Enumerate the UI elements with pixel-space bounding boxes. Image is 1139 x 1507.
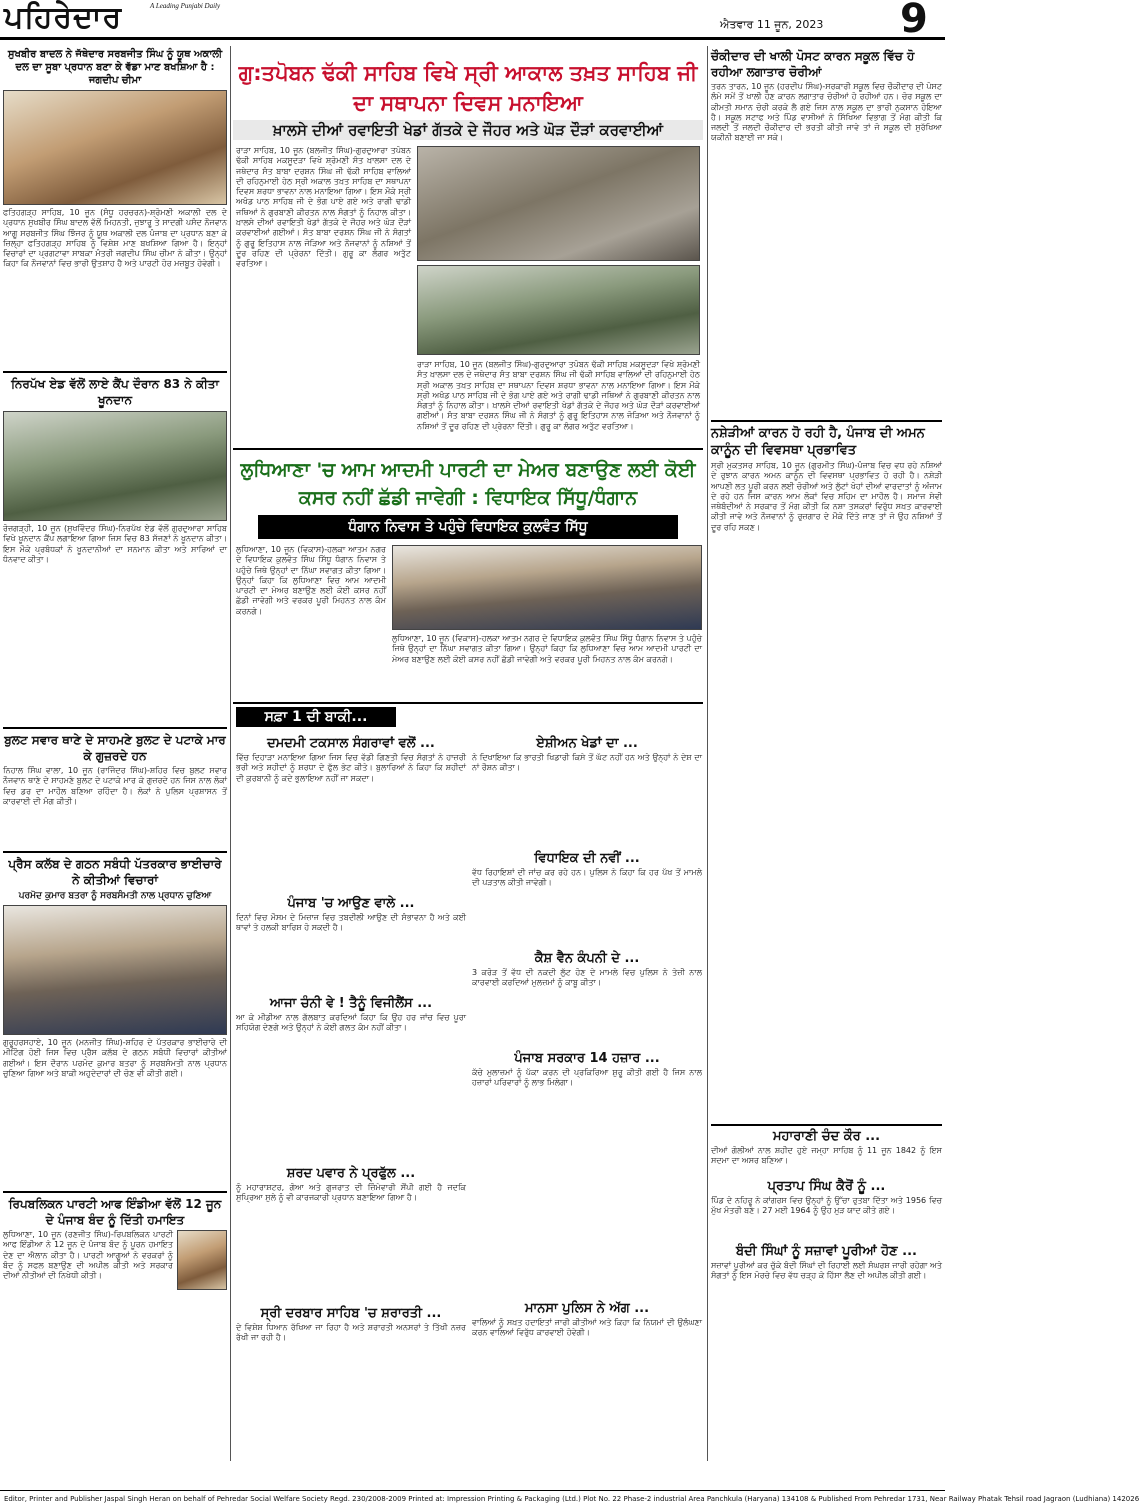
- page-number: 9: [900, 0, 928, 42]
- continued-headline: ਪ੍ਰਤਾਪ ਸਿੰਘ ਕੈਰੋਂ ਨੂੰ ...: [767, 1179, 886, 1194]
- section-divider: [233, 448, 703, 450]
- article-body: ਰੋਜ਼ਗੜ੍ਹੀ, 10 ਜੂਨ (ਸੁਖਵਿੰਦਰ ਸਿੰਘ)-ਨਿਰਪੱਖ ਏਡ ਵੱਲੋਂ ਗੁਰਦੁਆਰਾ ਸਾਹਿਬ ਵਿਖੇ ਖੂਨਦਾਨ ਕੈਂਪ ਲਗਾਇਆ ਗਿਆ ਜਿਸ ਵਿਚ 83 ਸੱਜਣਾਂ ਨੇ ਖੂਨਦਾਨ ਕੀਤਾ। ਇਸ ਮੌਕੇ ਪ੍ਰਬੰਧਕਾਂ ਨੇ ਖੂਨਦਾਨੀਆਂ ਦਾ ਸਨਮਾਨ ਕੀਤਾ ਅਤੇ ਸਾਰਿਆਂ ਦਾ ਧੰਨਵਾਦ ਕੀਤਾ।: [3, 524, 227, 564]
- article-headline: ਨਸ਼ੇੜੀਆਂ ਕਾਰਨ ਹੋ ਰਹੀ ਹੈ, ਪੰਜਾਬ ਦੀ ਅਮਨ ਕਾਨੂੰਨ ਦੀ ਵਿਵਸਥਾ ਪ੍ਰਭਾਵਿਤ: [711, 426, 925, 458]
- continued-headline: ਸ਼ਰਦ ਪਵਾਰ ਨੇ ਪ੍ਰਫੁੱਲ ...: [286, 1166, 416, 1181]
- continued-body: ਵਾਲਿਆਂ ਨੂੰ ਸਖ਼ਤ ਹਦਾਇਤਾਂ ਜਾਰੀ ਕੀਤੀਆਂ ਅਤੇ ਕਿਹਾ ਕਿ ਨਿਯਮਾਂ ਦੀ ਉਲੰਘਣਾ ਕਰਨ ਵਾਲਿਆਂ ਵਿਰੁੱਧ ਕਾਰਵਾਈ ਹੋਵੇਗੀ।: [472, 1318, 702, 1338]
- banner-headline: ਗੁ:ਤਪੋਬਨ ਢੱਕੀ ਸਾਹਿਬ ਵਿਖੇ ਸ੍ਰੀ ਆਕਾਲ ਤਖ਼ਤ ਸਾਹਿਬ ਜੀ ਦਾ ਸਥਾਪਨਾ ਦਿਵਸ ਮਨਾਇਆ: [238, 61, 698, 115]
- continued-headline: ਪੰਜਾਬ 'ਚ ਆਉਣ ਵਾਲੇ ...: [287, 896, 415, 911]
- continued-body: ਵੱਧ ਰਿਹਾਇਸ਼ਾਂ ਦੀ ਜਾਂਚ ਕਰ ਰਹੇ ਹਨ। ਪੁਲਿਸ ਨੇ ਕਿਹਾ ਕਿ ਹਰ ਪੱਖ ਤੋਂ ਮਾਮਲੇ ਦੀ ਪੜਤਾਲ ਕੀਤੀ ਜਾਵੇਗੀ।: [472, 868, 702, 888]
- continued-body: ਦੀਆਂ ਗੋਲੀਆਂ ਨਾਲ ਸ਼ਹੀਦ ਹੁਏ ਜਮ੍ਹਾ ਸਾਹਿਬ ਨੂੰ 11 ਜੂਨ 1842 ਨੂੰ ਇਸ ਸਦਮਾ ਦਾ ਅਸਰ ਬਣਿਆ।: [711, 1146, 942, 1166]
- article-divider: [3, 371, 227, 373]
- continued-headline: ਕੈਸ਼ ਵੈਨ ਕੰਪਨੀ ਦੇ ...: [534, 951, 640, 966]
- continued-headline: ਮਾਨਸਾ ਪੁਲਿਸ ਨੇ ਅੱਗ ...: [524, 1301, 650, 1316]
- article-headline: ਸੁਖਬੀਰ ਬਾਦਲ ਨੇ ਜੱਥੇਦਾਰ ਸਰਬਜੀਤ ਸਿੰਘ ਨੂੰ ਯੂਥ ਅਕਾਲੀ ਦਲ ਦਾ ਸੂਬਾ ਪ੍ਰਧਾਨ ਬਣਾ ਕੇ ਵੱਡਾ ਮਾਣ ਬਖਸ਼ਿਆ ਹੈ : ਜਗਦੀਪ ਚੀਮਾ: [7, 49, 223, 86]
- article-body: ਲੁਧਿਆਣਾ, 10 ਜੂਨ (ਵਿਕਾਸ)-ਹਲਕਾ ਆਤਮ ਨਗਰ ਦੇ ਵਿਧਾਇਕ ਕੁਲਵੰਤ ਸਿੰਘ ਸਿੱਧੂ ਧੰਗਾਨ ਨਿਵਾਸ ਤੇ ਪਹੁੰਚੇ ਜਿਥੇ ਉਨ੍ਹਾਂ ਦਾ ਨਿੱਘਾ ਸਵਾਗਤ ਕੀਤਾ ਗਿਆ। ਉਨ੍ਹਾਂ ਕਿਹਾ ਕਿ ਲੁਧਿਆਣਾ ਵਿਚ ਆਮ ਆਦਮੀ ਪਾਰਟੀ ਦਾ ਮੇਅਰ ਬਣਾਉਣ ਲਈ ਕੋਈ ਕਸਰ ਨਹੀਂ ਛੱਡੀ ਜਾਵੇਗੀ ਅਤੇ ਵਰਕਰ ਪੂਰੀ ਮਿਹਨਤ ਨਾਲ ਕੰਮ ਕਰਨਗੇ।: [236, 545, 386, 616]
- article-headline: ਲੁਧਿਆਣਾ 'ਚ ਆਮ ਆਦਮੀ ਪਾਰਟੀ ਦਾ ਮੇਅਰ ਬਣਾਉਣ ਲਈ ਕੋਈ ਕਸਰ ਨਹੀਂ ਛੱਡੀ ਜਾਵੇਗੀ : ਵਿਧਾਇਕ ਸਿੱਧੂ/ਧੰਗਾਨ: [240, 459, 696, 509]
- article-body-continued: ਲੁਧਿਆਣਾ, 10 ਜੂਨ (ਵਿਕਾਸ)-ਹਲਕਾ ਆਤਮ ਨਗਰ ਦੇ ਵਿਧਾਇਕ ਕੁਲਵੰਤ ਸਿੰਘ ਸਿੱਧੂ ਧੰਗਾਨ ਨਿਵਾਸ ਤੇ ਪਹੁੰਚੇ ਜਿਥੇ ਉਨ੍ਹਾਂ ਦਾ ਨਿੱਘਾ ਸਵਾਗਤ ਕੀਤਾ ਗਿਆ। ਉਨ੍ਹਾਂ ਕਿਹਾ ਕਿ ਲੁਧਿਆਣਾ ਵਿਚ ਆਮ ਆਦਮੀ ਪਾਰਟੀ ਦਾ ਮੇਅਰ ਬਣਾਉਣ ਲਈ ਕੋਈ ਕਸਰ ਨਹੀਂ ਛੱਡੀ ਜਾਵੇਗੀ ਅਤੇ ਵਰਕਰ ਪੂਰੀ ਮਿਹਨਤ ਨਾਲ ਕੰਮ ਕਰਨਗੇ।: [392, 634, 702, 664]
- masthead: [0, 0, 945, 40]
- continued-body: ਵਿੱਚ ਦਿਹਾੜਾ ਮਨਾਇਆ ਗਿਆ ਜਿਸ ਵਿਚ ਵੱਡੀ ਗਿਣਤੀ ਵਿਚ ਸੰਗਤਾਂ ਨੇ ਹਾਜ਼ਰੀ ਭਰੀ ਅਤੇ ਸ਼ਹੀਦਾਂ ਨੂੰ ਸ਼ਰਧਾ ਦੇ ਫੁੱਲ ਭੇਟ ਕੀਤੇ। ਬੁਲਾਰਿਆਂ ਨੇ ਕਿਹਾ ਕਿ ਸ਼ਹੀਦਾਂ ਦੀ ਕੁਰਬਾਨੀ ਨੂੰ ਕਦੇ ਭੁਲਾਇਆ ਨਹੀਂ ਜਾ ਸਕਦਾ।: [236, 753, 466, 783]
- continued-body: ਸਜ਼ਾਵਾਂ ਪੂਰੀਆਂ ਕਰ ਚੁੱਕੇ ਬੰਦੀ ਸਿੰਘਾਂ ਦੀ ਰਿਹਾਈ ਲਈ ਸੰਘਰਸ਼ ਜਾਰੀ ਰਹੇਗਾ ਅਤੇ ਸੰਗਤਾਂ ਨੂੰ ਇਸ ਮੋਰਚੇ ਵਿਚ ਵੱਧ ਚੜ੍ਹ ਕੇ ਹਿੱਸਾ ਲੈਣ ਦੀ ਅਪੀਲ ਕੀਤੀ ਗਈ।: [711, 1261, 942, 1281]
- issue-date: ਐਤਵਾਰ 11 ਜੂਨ, 2023: [720, 18, 824, 31]
- left-column: [3, 46, 227, 1486]
- article-subheadline: ਪਰਮੋਦ ਕੁਮਾਰ ਬਤਰਾ ਨੂੰ ਸਰਬਸੰਮਤੀ ਨਾਲ ਪ੍ਰਧਾਨ ਚੁਣਿਆ: [18, 891, 212, 901]
- article-body: ਫਤਿਹਗੜ੍ਹ ਸਾਹਿਬ, 10 ਜੂਨ (ਸੰਧੂ ਹਰਚਰਨ)-ਸ਼੍ਰੋਮਣੀ ਅਕਾਲੀ ਦਲ ਦੇ ਪ੍ਰਧਾਨ ਸੁਖਬੀਰ ਸਿੰਘ ਬਾਦਲ ਵੱਲੋਂ ਮਿਹਨਤੀ, ਜੁਝਾਰੂ ਤੇ ਸਾਦਗੀ ਪਸੰਦ ਨੌਜਵਾਨ ਆਗੂ ਸਰਬਜੀਤ ਸਿੰਘ ਝਿੰਜਰ ਨੂੰ ਯੂਥ ਅਕਾਲੀ ਦਲ ਪੰਜਾਬ ਦਾ ਪ੍ਰਧਾਨ ਬਣਾ ਕੇ ਜ਼ਿਲ੍ਹਾ ਫਤਿਹਗੜ੍ਹ ਸਾਹਿਬ ਨੂੰ ਵਿਸ਼ੇਸ਼ ਮਾਣ ਬਖਸ਼ਿਆ ਗਿਆ ਹੈ। ਇਨ੍ਹਾਂ ਵਿਚਾਰਾਂ ਦਾ ਪ੍ਰਗਟਾਵਾ ਸਾਬਕਾ ਮੰਤਰੀ ਜਗਦੀਪ ਸਿੰਘ ਚੀਮਾ ਨੇ ਕੀਤਾ। ਉਨ੍ਹਾਂ ਕਿਹਾ ਕਿ ਨੌਜਵਾਨਾਂ ਵਿਚ ਭਾਰੀ ਉਤਸ਼ਾਹ ਹੈ ਅਤੇ ਪਾਰਟੀ ਹੋਰ ਮਜ਼ਬੂਤ ਹੋਵੇਗੀ।: [3, 208, 227, 269]
- article-photo: [3, 411, 227, 521]
- article-body: ਰਾੜਾ ਸਾਹਿਬ, 10 ਜੂਨ (ਬਲਜੀਤ ਸਿੰਘ)-ਗੁਰਦੁਆਰਾ ਤਪੋਬਨ ਢੱਕੀ ਸਾਹਿਬ ਮਕਸੂਦੜਾ ਵਿਖੇ ਸ਼੍ਰੋਮਣੀ ਸੰਤ ਖ਼ਾਲਸਾ ਦਲ ਦੇ ਜਥੇਦਾਰ ਸੰਤ ਬਾਬਾ ਦਰਸ਼ਨ ਸਿੰਘ ਜੀ ਢੱਕੀ ਸਾਹਿਬ ਵਾਲਿਆਂ ਦੀ ਰਹਿਨੁਮਾਈ ਹੇਠ ਸ੍ਰੀ ਅਕਾਲ ਤਖ਼ਤ ਸਾਹਿਬ ਦਾ ਸਥਾਪਨਾ ਦਿਵਸ ਸ਼ਰਧਾ ਭਾਵਨਾ ਨਾਲ ਮਨਾਇਆ ਗਿਆ। ਇਸ ਮੌਕੇ ਸ੍ਰੀ ਅਖੰਡ ਪਾਠ ਸਾਹਿਬ ਜੀ ਦੇ ਭੋਗ ਪਾਏ ਗਏ ਅਤੇ ਰਾਗੀ ਢਾਡੀ ਜਥਿਆਂ ਨੇ ਗੁਰਬਾਣੀ ਕੀਰਤਨ ਨਾਲ ਸੰਗਤਾਂ ਨੂੰ ਨਿਹਾਲ ਕੀਤਾ। ਖ਼ਾਲਸੇ ਦੀਆਂ ਰਵਾਇਤੀ ਖੇਡਾਂ ਗੱਤਕੇ ਦੇ ਜੌਹਰ ਅਤੇ ਘੋੜ ਦੌੜਾਂ ਕਰਵਾਈਆਂ ਗਈਆਂ। ਸੰਤ ਬਾਬਾ ਦਰਸ਼ਨ ਸਿੰਘ ਜੀ ਨੇ ਸੰਗਤਾਂ ਨੂੰ ਗੁਰੂ ਇਤਿਹਾਸ ਨਾਲ ਜੋੜਿਆ ਅਤੇ ਨੌਜਵਾਨਾਂ ਨੂੰ ਨਸ਼ਿਆਂ ਤੋਂ ਦੂਰ ਰਹਿਣ ਦੀ ਪ੍ਰੇਰਨਾ ਦਿੱਤੀ। ਗੁਰੂ ਕਾ ਲੰਗਰ ਅਤੁੱਟ ਵਰਤਿਆ।: [236, 146, 411, 269]
- article-divider: [3, 1191, 227, 1193]
- continued-body: ਪਿੰਡ ਦੇ ਨਹਿਰੂ ਨੇ ਕਾਂਗਰਸ ਵਿਚ ਉਨ੍ਹਾਂ ਨੂੰ ਉੱਚਾ ਰੁਤਬਾ ਦਿੱਤਾ ਅਤੇ 1956 ਵਿਚ ਮੁੱਖ ਮੰਤਰੀ ਬਣੇ। 27 ਮਈ 1964 ਨੂੰ ਉਹ ਮੁੜ ਯਾਦ ਕੀਤੇ ਗਏ।: [711, 1196, 942, 1216]
- newspaper-logo: ਪਹਿਰੇਦਾਰ: [4, 0, 123, 35]
- continued-headline: ਮਹਾਰਾਣੀ ਚੰਦ ਕੌਰ ...: [772, 1129, 881, 1144]
- article-divider: [711, 420, 942, 422]
- article-photo: [3, 905, 227, 1035]
- column-divider: [707, 46, 708, 1461]
- article-body: ਤਰਨ ਤਾਰਨ, 10 ਜੂਨ (ਹਰਦੀਪ ਸਿੰਘ)-ਸਰਕਾਰੀ ਸਕੂਲ ਵਿਚ ਚੌਕੀਦਾਰ ਦੀ ਪੋਸਟ ਲੰਮੇ ਸਮੇਂ ਤੋਂ ਖਾਲੀ ਹੋਣ ਕਾਰਨ ਲਗਾਤਾਰ ਚੋਰੀਆਂ ਹੋ ਰਹੀਆਂ ਹਨ। ਚੋਰ ਸਕੂਲ ਦਾ ਕੀਮਤੀ ਸਮਾਨ ਚੋਰੀ ਕਰਕੇ ਲੈ ਗਏ ਜਿਸ ਨਾਲ ਸਕੂਲ ਦਾ ਭਾਰੀ ਨੁਕਸਾਨ ਹੋਇਆ ਹੈ। ਸਕੂਲ ਸਟਾਫ ਅਤੇ ਪਿੰਡ ਵਾਸੀਆਂ ਨੇ ਸਿੱਖਿਆ ਵਿਭਾਗ ਤੋਂ ਮੰਗ ਕੀਤੀ ਕਿ ਜਲਦੀ ਤੋਂ ਜਲਦੀ ਚੌਕੀਦਾਰ ਦੀ ਭਰਤੀ ਕੀਤੀ ਜਾਵੇ ਤਾਂ ਜੋ ਸਕੂਲ ਦੀ ਸੁਰੱਖਿਆ ਯਕੀਨੀ ਬਣਾਈ ਜਾ ਸਕੇ।: [711, 82, 942, 143]
- article-body: ਲੁਧਿਆਣਾ, 10 ਜੂਨ (ਰਣਜੀਤ ਸਿੰਘ)-ਰਿਪਬਲਿਕਨ ਪਾਰਟੀ ਆਫ ਇੰਡੀਆ ਨੇ 12 ਜੂਨ ਦੇ ਪੰਜਾਬ ਬੰਦ ਨੂੰ ਪੂਰਨ ਹਮਾਇਤ ਦੇਣ ਦਾ ਐਲਾਨ ਕੀਤਾ ਹੈ। ਪਾਰਟੀ ਆਗੂਆਂ ਨੇ ਵਰਕਰਾਂ ਨੂੰ ਬੰਦ ਨੂੰ ਸਫਲ ਬਣਾਉਣ ਦੀ ਅਪੀਲ ਕੀਤੀ ਅਤੇ ਸਰਕਾਰ ਦੀਆਂ ਨੀਤੀਆਂ ਦੀ ਨਿਖੇਧੀ ਕੀਤੀ।: [3, 1230, 173, 1281]
- article-body: ਨਿਹਾਲ ਸਿੰਘ ਵਾਲਾ, 10 ਜੂਨ (ਰਾਜਿੰਦਰ ਸਿੰਘ)-ਸ਼ਹਿਰ ਵਿਚ ਬੁਲਟ ਸਵਾਰ ਨੌਜਵਾਨ ਥਾਣੇ ਦੇ ਸਾਹਮਣੇ ਬੁਲਟ ਦੇ ਪਟਾਕੇ ਮਾਰ ਕੇ ਗੁਜ਼ਰਦੇ ਹਨ ਜਿਸ ਨਾਲ ਲੋਕਾਂ ਵਿਚ ਡਰ ਦਾ ਮਾਹੌਲ ਬਣਿਆ ਰਹਿੰਦਾ ਹੈ। ਲੋਕਾਂ ਨੇ ਪੁਲਿਸ ਪ੍ਰਸ਼ਾਸਨ ਤੋਂ ਕਾਰਵਾਈ ਦੀ ਮੰਗ ਕੀਤੀ।: [3, 766, 227, 806]
- article-photo: [3, 90, 227, 205]
- continued-body: ਦਿਨਾਂ ਵਿਚ ਮੌਸਮ ਦੇ ਮਿਜ਼ਾਜ ਵਿਚ ਤਬਦੀਲੀ ਆਉਣ ਦੀ ਸੰਭਾਵਨਾ ਹੈ ਅਤੇ ਕਈ ਥਾਵਾਂ ਤੇ ਹਲਕੀ ਬਾਰਿਸ਼ ਹੋ ਸਕਦੀ ਹੈ।: [236, 913, 466, 933]
- article-body-continued: ਰਾੜਾ ਸਾਹਿਬ, 10 ਜੂਨ (ਬਲਜੀਤ ਸਿੰਘ)-ਗੁਰਦੁਆਰਾ ਤਪੋਬਨ ਢੱਕੀ ਸਾਹਿਬ ਮਕਸੂਦੜਾ ਵਿਖੇ ਸ਼੍ਰੋਮਣੀ ਸੰਤ ਖ਼ਾਲਸਾ ਦਲ ਦੇ ਜਥੇਦਾਰ ਸੰਤ ਬਾਬਾ ਦਰਸ਼ਨ ਸਿੰਘ ਜੀ ਢੱਕੀ ਸਾਹਿਬ ਵਾਲਿਆਂ ਦੀ ਰਹਿਨੁਮਾਈ ਹੇਠ ਸ੍ਰੀ ਅਕਾਲ ਤਖ਼ਤ ਸਾਹਿਬ ਦਾ ਸਥਾਪਨਾ ਦਿਵਸ ਸ਼ਰਧਾ ਭਾਵਨਾ ਨਾਲ ਮਨਾਇਆ ਗਿਆ। ਇਸ ਮੌਕੇ ਸ੍ਰੀ ਅਖੰਡ ਪਾਠ ਸਾਹਿਬ ਜੀ ਦੇ ਭੋਗ ਪਾਏ ਗਏ ਅਤੇ ਰਾਗੀ ਢਾਡੀ ਜਥਿਆਂ ਨੇ ਗੁਰਬਾਣੀ ਕੀਰਤਨ ਨਾਲ ਸੰਗਤਾਂ ਨੂੰ ਨਿਹਾਲ ਕੀਤਾ। ਖ਼ਾਲਸੇ ਦੀਆਂ ਰਵਾਇਤੀ ਖੇਡਾਂ ਗੱਤਕੇ ਦੇ ਜੌਹਰ ਅਤੇ ਘੋੜ ਦੌੜਾਂ ਕਰਵਾਈਆਂ ਗਈਆਂ। ਸੰਤ ਬਾਬਾ ਦਰਸ਼ਨ ਸਿੰਘ ਜੀ ਨੇ ਸੰਗਤਾਂ ਨੂੰ ਗੁਰੂ ਇਤਿਹਾਸ ਨਾਲ ਜੋੜਿਆ ਅਤੇ ਨੌਜਵਾਨਾਂ ਨੂੰ ਨਸ਼ਿਆਂ ਤੋਂ ਦੂਰ ਰਹਿਣ ਦੀ ਪ੍ਰੇਰਨਾ ਦਿੱਤੀ। ਗੁਰੂ ਕਾ ਲੰਗਰ ਅਤੁੱਟ ਵਰਤਿਆ।: [417, 360, 700, 431]
- article-photo-group: [392, 545, 702, 630]
- continued-section-title: ਸਫ਼ਾ 1 ਦੀ ਬਾਕੀ...: [236, 707, 396, 727]
- article-headline: ਪ੍ਰੈਸ ਕਲੱਬ ਦੇ ਗਠਨ ਸਬੰਧੀ ਪੱਤਰਕਾਰ ਭਾਈਚਾਰੇ ਨੇ ਕੀਤੀਆਂ ਵਿਚਾਰਾਂ: [8, 857, 222, 887]
- continued-headline: ਏਸ਼ੀਅਨ ਖੇਡਾਂ ਦਾ ...: [536, 736, 638, 751]
- continued-headline: ਆਜਾ ਚੰਨੀ ਵੇ ! ਤੈਨੂੰ ਵਿਜੀਲੈਂਸ ...: [269, 996, 433, 1011]
- continued-headline: ਦਮਦਮੀ ਟਕਸਾਲ ਸੰਗਰਾਵਾਂ ਵਲੋਂ ...: [267, 736, 435, 751]
- continued-body: ਆ ਕੇ ਮੀਡੀਆ ਨਾਲ ਗੱਲਬਾਤ ਕਰਦਿਆਂ ਕਿਹਾ ਕਿ ਉਹ ਹਰ ਜਾਂਚ ਵਿਚ ਪੂਰਾ ਸਹਿਯੋਗ ਦੇਣਗੇ ਅਤੇ ਉਨ੍ਹਾਂ ਨੇ ਕੋਈ ਗਲਤ ਕੰਮ ਨਹੀਂ ਕੀਤਾ।: [236, 1013, 466, 1033]
- continued-body: 3 ਕਰੋੜ ਤੋਂ ਵੱਧ ਦੀ ਨਕਦੀ ਲੁੱਟ ਹੋਣ ਦੇ ਮਾਮਲੇ ਵਿਚ ਪੁਲਿਸ ਨੇ ਤੇਜ਼ੀ ਨਾਲ ਕਾਰਵਾਈ ਕਰਦਿਆਂ ਮੁਲਜ਼ਮਾਂ ਨੂੰ ਕਾਬੂ ਕੀਤਾ।: [472, 968, 702, 988]
- article-headline: ਚੌਕੀਦਾਰ ਦੀ ਖਾਲੀ ਪੋਸਟ ਕਾਰਨ ਸਕੂਲ ਵਿੱਚ ਹੋ ਰਹੀਆ ਲਗਾਤਾਰ ਚੋਰੀਆਂ: [711, 49, 915, 79]
- banner-subheadline: ਖ਼ਾਲਸੇ ਦੀਆਂ ਰਵਾਇਤੀ ਖੇਡਾਂ ਗੱਤਕੇ ਦੇ ਜੌਹਰ ਅਤੇ ਘੋੜ ਦੌੜਾਂ ਕਰਵਾਈਆਂ: [233, 120, 703, 140]
- article-body: ਗੁਰੂਹਰਸਹਾਏ, 10 ਜੂਨ (ਮਨਜੀਤ ਸਿੰਘ)-ਸ਼ਹਿਰ ਦੇ ਪੱਤਰਕਾਰ ਭਾਈਚਾਰੇ ਦੀ ਮੀਟਿੰਗ ਹੋਈ ਜਿਸ ਵਿਚ ਪ੍ਰੈਸ ਕਲੱਬ ਦੇ ਗਠਨ ਸਬੰਧੀ ਵਿਚਾਰਾਂ ਕੀਤੀਆਂ ਗਈਆਂ। ਇਸ ਦੌਰਾਨ ਪਰਮੋਦ ਕੁਮਾਰ ਬਤਰਾ ਨੂੰ ਸਰਬਸੰਮਤੀ ਨਾਲ ਪ੍ਰਧਾਨ ਚੁਣਿਆ ਗਿਆ ਅਤੇ ਬਾਕੀ ਅਹੁਦੇਦਾਰਾਂ ਦੀ ਚੋਣ ਵੀ ਕੀਤੀ ਗਈ।: [3, 1038, 227, 1078]
- continued-body: ਕੱਚੇ ਮੁਲਾਜ਼ਮਾਂ ਨੂੰ ਪੱਕਾ ਕਰਨ ਦੀ ਪ੍ਰਕਿਰਿਆ ਸ਼ੁਰੂ ਕੀਤੀ ਗਈ ਹੈ ਜਿਸ ਨਾਲ ਹਜ਼ਾਰਾਂ ਪਰਿਵਾਰਾਂ ਨੂੰ ਲਾਭ ਮਿਲੇਗਾ।: [472, 1068, 702, 1088]
- continued-body: ਨੂੰ ਮਹਾਰਾਸ਼ਟਰ, ਗੋਆ ਅਤੇ ਗੁਜਰਾਤ ਦੀ ਜ਼ਿੰਮੇਵਾਰੀ ਸੌਂਪੀ ਗਈ ਹੈ ਜਦਕਿ ਸੁਪ੍ਰਿਆ ਸੁਲੇ ਨੂੰ ਵੀ ਕਾਰਜਕਾਰੀ ਪ੍ਰਧਾਨ ਬਣਾਇਆ ਗਿਆ ਹੈ।: [236, 1183, 466, 1203]
- section-divider: [233, 702, 703, 704]
- continued-column-b: [472, 733, 702, 1488]
- article-photo-horses: [417, 265, 700, 355]
- portrait-photo: [177, 1230, 227, 1290]
- article-photo-stage: [417, 146, 700, 261]
- article-subheadline: ਧੰਗਾਨ ਨਿਵਾਸ ਤੇ ਪਹੁੰਚੇ ਵਿਧਾਇਕ ਕੁਲਵੰਤ ਸਿੱਧੂ: [258, 515, 678, 539]
- article-headline: ਨਿਰਪੱਖ ਏਡ ਵੱਲੋਂ ਲਾਏ ਕੈਂਪ ਦੌਰਾਨ 83 ਨੇ ਕੀਤਾ ਖੂਨਦਾਨ: [11, 377, 219, 407]
- imprint-text: Editor, Printer and Publisher Jaspal Singh Heran on behalf of Pehredar Social Welfare Society Regd. 230/2008-2009 Printed at: Impression Printing & Packaging (Ltd.) Plot No. 22 Phase-2 industrial Area Panchkula (Haryana) 134108 & Published From Pehredar 1731, Near Railway Phatak Tehsil road Jagraon (Ludhiana) 142026: [4, 1495, 1139, 1503]
- article-headline: ਰਿਪਬਲਿਕਨ ਪਾਰਟੀ ਆਫ ਇੰਡੀਆ ਵੱਲੋਂ 12 ਜੂਨ ਦੇ ਪੰਜਾਬ ਬੰਦ ਨੂੰ ਦਿੱਤੀ ਹਮਾਇਤ: [8, 1197, 222, 1227]
- article-divider: [3, 851, 227, 853]
- imprint-footer: [0, 1490, 1139, 1507]
- continued-column-a: [236, 733, 466, 1488]
- article-body: ਸ੍ਰੀ ਮੁਕਤਸਰ ਸਾਹਿਬ, 10 ਜੂਨ (ਗੁਰਮੀਤ ਸਿੰਘ)-ਪੰਜਾਬ ਵਿਚ ਵਧ ਰਹੇ ਨਸ਼ਿਆਂ ਦੇ ਰੁਝਾਨ ਕਾਰਨ ਅਮਨ ਕਾਨੂੰਨ ਦੀ ਵਿਵਸਥਾ ਪ੍ਰਭਾਵਿਤ ਹੋ ਰਹੀ ਹੈ। ਨਸ਼ੇੜੀ ਆਪਣੀ ਲਤ ਪੂਰੀ ਕਰਨ ਲਈ ਚੋਰੀਆਂ ਅਤੇ ਲੁੱਟਾਂ ਖੋਹਾਂ ਦੀਆਂ ਵਾਰਦਾਤਾਂ ਨੂੰ ਅੰਜਾਮ ਦੇ ਰਹੇ ਹਨ ਜਿਸ ਕਾਰਨ ਆਮ ਲੋਕਾਂ ਵਿਚ ਸਹਿਮ ਦਾ ਮਾਹੌਲ ਹੈ। ਸਮਾਜ ਸੇਵੀ ਜਥੇਬੰਦੀਆਂ ਨੇ ਸਰਕਾਰ ਤੋਂ ਮੰਗ ਕੀਤੀ ਕਿ ਨਸ਼ਾ ਤਸਕਰਾਂ ਵਿਰੁੱਧ ਸਖ਼ਤ ਕਾਰਵਾਈ ਕੀਤੀ ਜਾਵੇ ਅਤੇ ਨੌਜਵਾਨਾਂ ਨੂੰ ਰੁਜ਼ਗਾਰ ਦੇ ਮੌਕੇ ਦਿੱਤੇ ਜਾਣ ਤਾਂ ਜੋ ਉਹ ਨਸ਼ਿਆਂ ਤੋਂ ਦੂਰ ਰਹਿ ਸਕਣ।: [711, 461, 942, 532]
- continued-headline: ਬੰਦੀ ਸਿੰਘਾਂ ਨੂੰ ਸਜ਼ਾਵਾਂ ਪੂਰੀਆਂ ਹੋਣ ...: [736, 1244, 917, 1259]
- continued-body: ਦੇ ਵਿਸ਼ੇਸ਼ ਧਿਆਨ ਰੱਖਿਆ ਜਾ ਰਿਹਾ ਹੈ ਅਤੇ ਸ਼ਰਾਰਤੀ ਅਨਸਰਾਂ ਤੇ ਤਿੱਖੀ ਨਜ਼ਰ ਰੱਖੀ ਜਾ ਰਹੀ ਹੈ।: [236, 1323, 466, 1343]
- continued-headline: ਪੰਜਾਬ ਸਰਕਾਰ 14 ਹਜ਼ਾਰ ...: [514, 1051, 660, 1066]
- article-headline: ਬੁਲਟ ਸਵਾਰ ਥਾਣੇ ਦੇ ਸਾਹਮਣੇ ਬੁਲਟ ਦੇ ਪਟਾਕੇ ਮਾਰ ਕੇ ਗੁਜ਼ਰਦੇ ਹਨ: [4, 733, 226, 763]
- continued-body: ਨੇ ਦਿਖਾਇਆ ਕਿ ਭਾਰਤੀ ਖਿਡਾਰੀ ਕਿਸੇ ਤੋਂ ਘੱਟ ਨਹੀਂ ਹਨ ਅਤੇ ਉਨ੍ਹਾਂ ਨੇ ਦੇਸ਼ ਦਾ ਨਾਂ ਰੌਸ਼ਨ ਕੀਤਾ।: [472, 753, 702, 773]
- right-column: [711, 46, 942, 1486]
- continued-headline: ਵਿਧਾਇਕ ਦੀ ਨਵੀਂ ...: [534, 851, 640, 866]
- continued-headline: ਸ੍ਰੀ ਦਰਬਾਰ ਸਾਹਿਬ 'ਚ ਸ਼ਰਾਰਤੀ ...: [260, 1306, 442, 1321]
- tagline: A Leading Punjabi Daily: [150, 2, 221, 10]
- article-divider: [711, 1124, 942, 1126]
- article-divider: [3, 727, 227, 729]
- column-divider: [230, 46, 231, 1461]
